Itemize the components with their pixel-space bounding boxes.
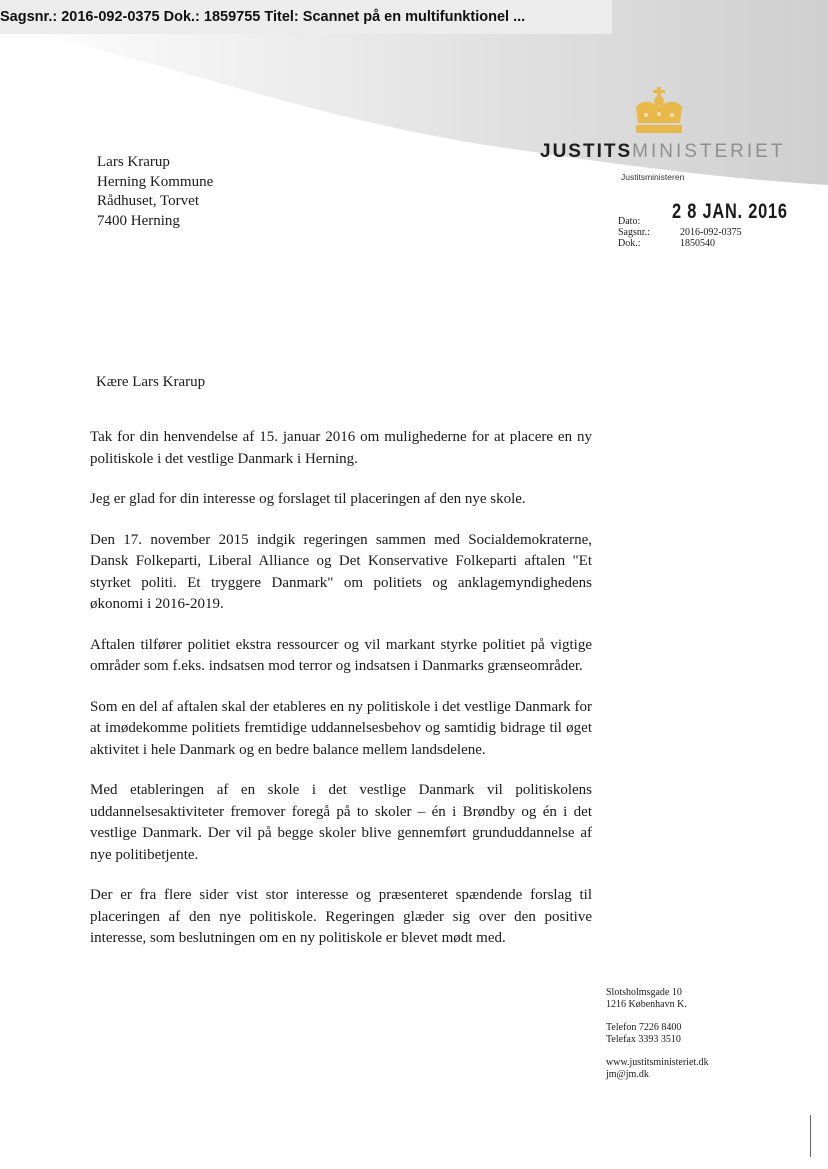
scan-edge-mark	[810, 1115, 811, 1157]
footer-web-link[interactable]: www.justitsministeriet.dk	[606, 1057, 709, 1068]
case-number: 2016-092-0375	[680, 227, 742, 238]
letter-paragraph: Som en del af aftalen skal der etableres en ny politiskole i det vestlige Danmark for at imødekomme politiets fremtidige uddannelsesbehov og samtidig bidrage til øget aktivitet i hele Danmark og en bedre balance mellem landsdelene.	[90, 698, 592, 758]
sender-contact-footer	[606, 987, 709, 1080]
doc-number: 1850540	[680, 238, 715, 249]
letter-paragraph: Der er fra flere sider vist stor interesse og præsenteret spændende forslag til placeringen af den nye politiskole. Regeringen glæder sig over den positive interesse, som beslutningen om en ny politiskole er blevet mødt med.	[90, 887, 592, 946]
letter-paragraph: Den 17. november 2015 indgik regeringen sammen med Socialdemokraterne, Dansk Folkeparti, Liberal Alliance og Det Konservative Folkeparti aftalen "Et styrket politi. Et tryggere Danmark" om politiets og anklagemyndighedens økonomi i 2016-2019.	[90, 531, 592, 612]
letter-paragraph: Aftalen tilfører politiet ekstra ressourcer og vil markant styrke politiet på vigtige områder som f.eks. indsatsen mod terror og indsatsen i Danmarks grænseområder.	[90, 636, 592, 674]
logo-light-text: MINISTERIET	[632, 141, 786, 162]
crown-logo-icon	[630, 87, 688, 135]
letter-salutation: Kære Lars Krarup	[96, 374, 206, 390]
case-label: Sagsnr.:	[618, 227, 650, 238]
footer-fax: Telefax 3393 3510	[606, 1033, 681, 1045]
footer-phone: Telefon 7226 8400	[606, 1022, 682, 1033]
document-title-text: Sagsnr.: 2016-092-0375 Dok.: 1859755 Titel: Scannet på en multifunktionel ...	[0, 9, 526, 25]
document-title-bar	[0, 0, 612, 34]
recipient-city: 7400 Herning	[97, 212, 180, 229]
footer-city: 1216 København K.	[606, 998, 687, 1010]
date-stamp: 2 8 JAN. 2016	[672, 200, 788, 223]
ministry-logo-text	[540, 141, 785, 163]
footer-street: Slotsholmsgade 10	[606, 987, 682, 998]
letter-paragraph: Med etableringen af en skole i det vestlige Danmark vil politiskolens uddannelsesaktiviteter fremover foregå på to skoler – én i Brøndby og én i det vestlige Danmark. Der vil på begge skoler blive gennemført grunduddannelse af nye politibetjente.	[90, 782, 592, 863]
letter-paragraph: Jeg er glad for din interesse og forslaget til placeringen af den nye skole.	[90, 491, 526, 507]
footer-email-link[interactable]: jm@jm.dk	[606, 1068, 649, 1080]
date-label: Dato:	[618, 216, 641, 227]
recipient-organization: Herning Kommune	[97, 173, 214, 190]
logo-subtitle: Justitsministeren	[621, 172, 685, 182]
letter-paragraph: Tak for din henvendelse af 15. januar 2016 om mulighederne for at placere en ny politiskole i det vestlige Danmark i Herning.	[90, 429, 592, 467]
doc-label: Dok.:	[618, 238, 641, 249]
logo-bold-text: JUSTITS	[540, 141, 633, 162]
letter-body	[90, 427, 592, 950]
recipient-address	[97, 153, 213, 231]
recipient-name: Lars Krarup	[97, 154, 170, 170]
recipient-street: Rådhuset, Torvet	[97, 193, 199, 209]
